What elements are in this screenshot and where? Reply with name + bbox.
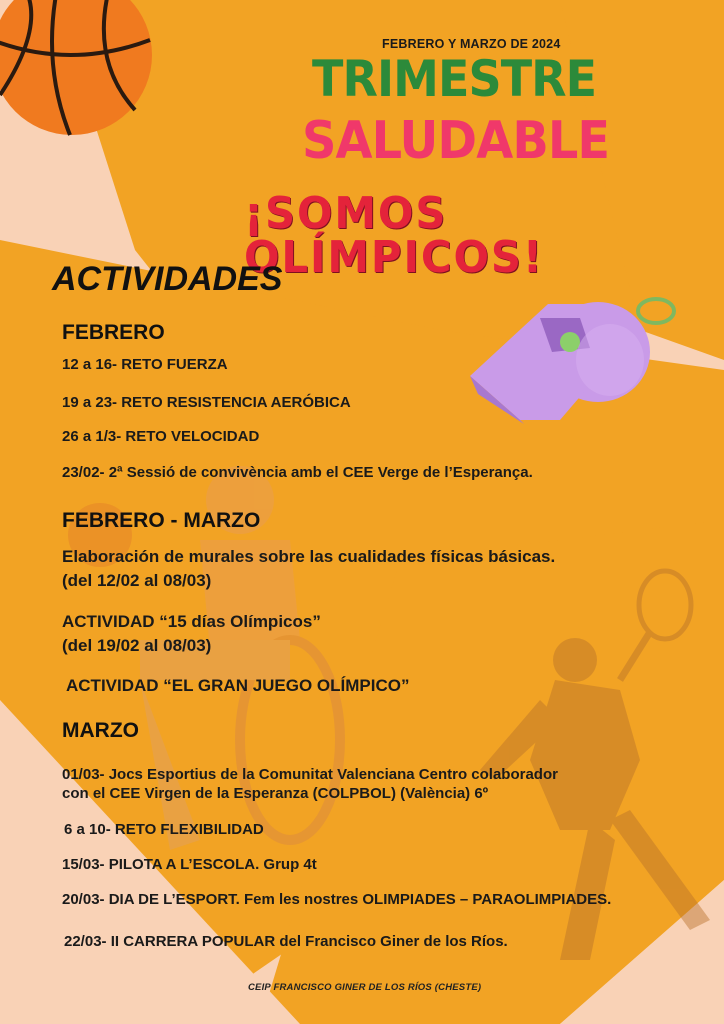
list-item: (del 19/02 al 08/03) <box>62 636 212 655</box>
list-item: 22/03- II CARRERA POPULAR del Francisco Giner de los Ríos. <box>64 933 508 950</box>
date-header: FEBRERO Y MARZO DE 2024 <box>382 37 561 51</box>
footer-school: CEIP FRANCISCO GINER DE LOS RÍOS (CHESTE) <box>248 982 482 993</box>
list-item: 26 a 1/3- RETO VELOCIDAD <box>62 428 260 445</box>
title-line1: TRIMESTRE <box>312 50 597 108</box>
list-item: Elaboración de murales sobre las cualidades físicas básicas. <box>62 547 556 566</box>
list-item: ACTIVIDAD “15 días Olímpicos” <box>62 612 321 631</box>
list-item: 6 a 10- RETO FLEXIBILIDAD <box>64 821 264 838</box>
subtitle: ¡SOMOS OLÍMPICOS! <box>244 188 544 283</box>
section-title-marzo: MARZO <box>62 719 139 742</box>
title-line2: SALUDABLE <box>302 111 610 171</box>
section-title-febrero: FEBRERO <box>62 321 165 344</box>
section-title-febrero-marzo: FEBRERO - MARZO <box>62 509 261 532</box>
list-item: 12 a 16- RETO FUERZA <box>62 356 228 373</box>
activities-title: ACTIVIDADES <box>52 260 283 298</box>
list-item: (del 12/02 al 08/03) <box>62 571 212 590</box>
list-item: ACTIVIDAD “EL GRAN JUEGO OLÍMPICO” <box>66 676 410 695</box>
list-item: 20/03- DIA DE L’ESPORT. Fem les nostres OLIMPIADES – PARAOLIMPIADES. <box>62 891 612 908</box>
list-item: con el CEE Virgen de la Esperanza (COLPBOL) (València) 6º <box>62 785 489 802</box>
list-item: 23/02- 2ª Sessió de convivència amb el CEE Verge de l’Esperança. <box>62 464 533 481</box>
list-item: 19 a 23- RETO RESISTENCIA AERÓBICA <box>62 394 351 411</box>
list-item: 15/03- PILOTA A L’ESCOLA. Grup 4t <box>62 856 317 873</box>
list-item: 01/03- Jocs Esportius de la Comunitat Valenciana Centro colaborador <box>62 766 558 783</box>
